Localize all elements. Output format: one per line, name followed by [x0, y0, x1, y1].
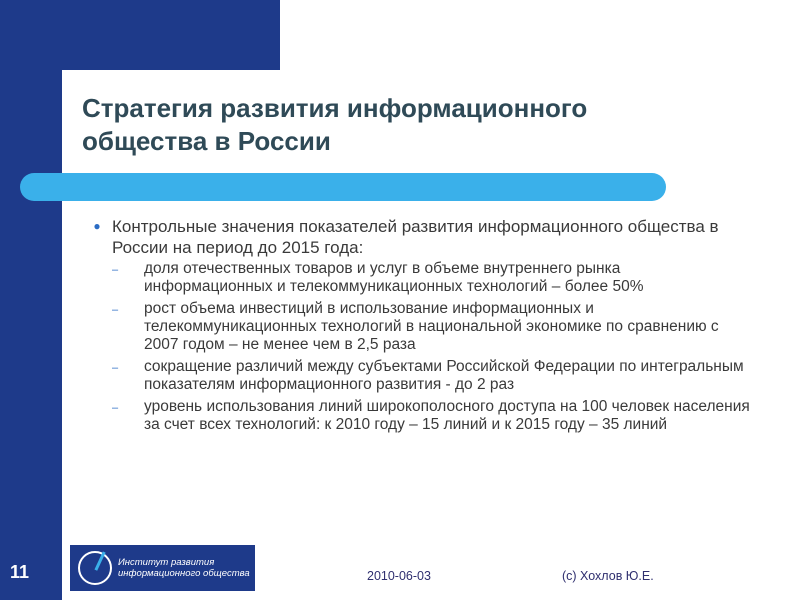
sub-bullet-item	[112, 260, 752, 296]
bullet-dot-icon: ●	[93, 219, 101, 233]
logo-mark-icon	[78, 551, 112, 585]
logo-line-2: информационного общества	[118, 568, 250, 579]
slide-number: 11	[10, 562, 30, 582]
sub-bullet-text: рост объема инвестиций в использование информационных и телекоммуникационных технологий в национальной экономике по сравнению с 2007 годом – не менее чем в 2,5 раза	[144, 300, 719, 353]
left-decor-band	[0, 0, 62, 600]
slide-title-line-2: общества в России	[82, 126, 331, 156]
sub-bullet-text: сокращение различий между субъектами Российской Федерации по интегральным показателям информационного развития - до 2 раз	[144, 358, 744, 393]
top-decor-block	[0, 0, 280, 70]
sub-bullet-text: уровень использования линий широкополосного доступа на 100 человек населения за счет всех технологий: к 2010 году – 15 линий и к 2015 году – 35 линий	[144, 398, 750, 433]
institute-logo	[70, 545, 255, 591]
main-bullet-text: Контрольные значения показателей развития информационного общества в России на период до 2015 года:	[112, 217, 719, 257]
sub-bullet-item	[112, 300, 752, 354]
sub-bullet-list	[112, 260, 752, 434]
slide-title-line-1: Стратегия развития информационного	[82, 93, 588, 123]
slide-content	[82, 216, 752, 438]
dash-icon: –	[112, 304, 119, 316]
dash-icon: –	[112, 362, 119, 374]
main-bullet	[82, 216, 752, 258]
logo-text	[118, 557, 250, 579]
sub-bullet-item	[112, 358, 752, 394]
footer-date: 2010-06-03	[367, 569, 431, 583]
sub-bullet-text: доля отечественных товаров и услуг в объеме внутреннего рынка информационных и телекоммуникационных технологий – более 50%	[144, 260, 644, 295]
sub-bullet-item	[112, 398, 752, 434]
footer-author: (c) Хохлов Ю.Е.	[562, 569, 654, 583]
title-underline-bar	[20, 173, 666, 201]
dash-icon: –	[112, 402, 119, 414]
slide-title	[82, 92, 702, 158]
dash-icon: –	[112, 264, 119, 276]
logo-line-1: Институт развития	[118, 557, 215, 568]
